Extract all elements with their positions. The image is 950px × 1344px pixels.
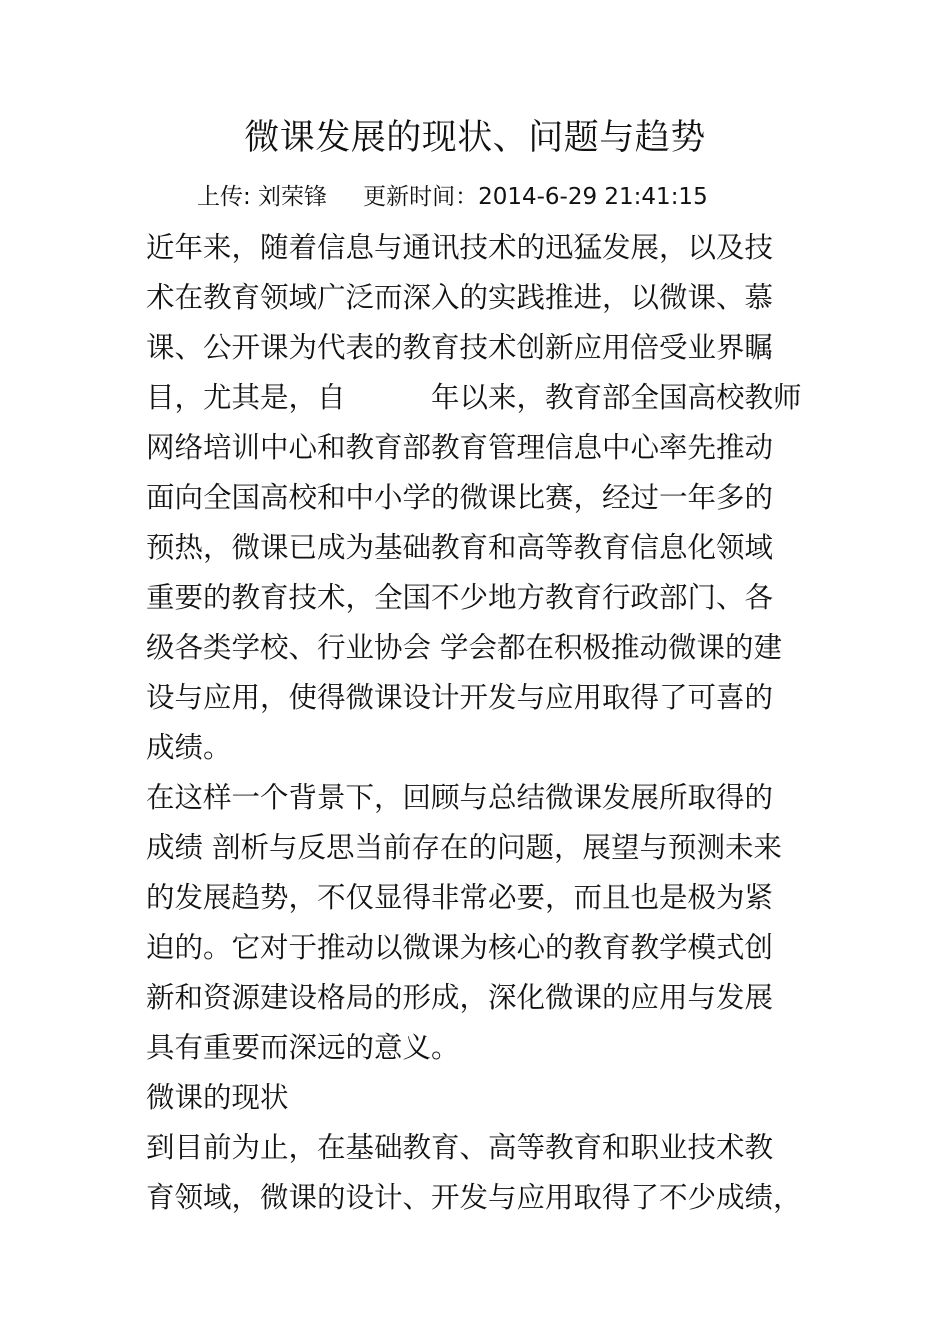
body-line: 术在教育领域广泛而深入的实践推进，以微课、慕 (146, 281, 774, 314)
section-heading: 微课的现状 (146, 1081, 289, 1114)
body-line: 近年来，随着信息与通讯技术的迅猛发展，以及技 (146, 231, 774, 264)
uploader-text: 上传: 刘荣锋 (197, 184, 328, 210)
body-line: 成绩。 (146, 731, 232, 764)
body-line: 网络培训中心和教育部教育管理信息中心率先推动 (146, 431, 774, 464)
body-line: 到目前为止，在基础教育、高等教育和职业技术教 (146, 1131, 774, 1164)
body-line: 课、公开课为代表的教育技术创新应用倍受业界瞩 (146, 331, 774, 364)
body-line: 目，尤其是，自 年以来，教育部全国高校教师 (146, 381, 802, 414)
body-line: 新和资源建设格局的形成，深化微课的应用与发展 (146, 981, 774, 1014)
body-line: 级各类学校、行业协会 学会都在积极推动微课的建 (146, 631, 783, 664)
body-line: 设与应用，使得微课设计开发与应用取得了可喜的 (146, 681, 774, 714)
body-line: 预热，微课已成为基础教育和高等教育信息化领域 (146, 531, 774, 564)
body-line: 育领域，微课的设计、开发与应用取得了不少成绩， (146, 1181, 802, 1214)
body-line: 在这样一个背景下，回顾与总结微课发展所取得的 (146, 781, 774, 814)
body-line: 面向全国高校和中小学的微课比赛，经过一年多的 (146, 481, 774, 514)
document-body (146, 223, 810, 1223)
body-line: 具有重要而深远的意义。 (146, 1031, 460, 1064)
document-title: 微课发展的现状、问题与趋势 (244, 118, 706, 158)
body-line: 重要的教育技术，全国不少地方教育行政部门、各 (146, 581, 774, 614)
body-line: 迫的。它对于推动以微课为核心的教育教学模式创 (146, 931, 774, 964)
document-meta (197, 180, 708, 214)
body-line: 成绩 剖析与反思当前存在的问题，展望与预测未来 (146, 831, 783, 864)
update-time-text: 更新时间：2014-6-29 21:41:15 (363, 184, 708, 210)
body-line: 的发展趋势，不仅显得非常必要，而且也是极为紧 (146, 881, 774, 914)
